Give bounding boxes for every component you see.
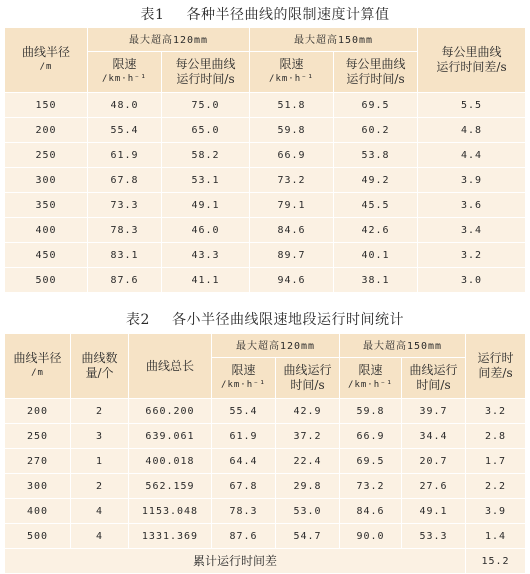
table1-caption-title: 各种半径曲线的限制速度计算值 [186,7,390,23]
table2-cell: 2 [71,399,129,424]
table1-cell: 350 [5,193,88,218]
table1-header-diff [418,28,525,93]
header-label: 运行时间差/s [436,60,507,74]
table1 [5,28,525,293]
header-unit: /km·h⁻¹ [102,74,147,84]
table2-cell: 3.9 [466,499,525,524]
table1-cell: 3.0 [418,268,525,293]
header-label: 限速 [112,57,137,71]
table1-cell: 3.2 [418,243,525,268]
table1-header-radius [5,28,88,93]
header-label: 量/个 [85,366,114,380]
table2-total-label [5,549,466,574]
table1-caption-number: 表1 [140,7,165,23]
table2-caption-number: 表2 [126,312,150,328]
table2-header-count [71,334,129,399]
table2-cell: 1.7 [466,449,525,474]
table1-caption [0,6,530,24]
table2-cell: 64.4 [212,449,276,474]
table1-cell: 55.4 [88,118,162,143]
table1-cell: 69.5 [334,93,418,118]
header-label: 时间/s [416,378,451,392]
table1-cell: 79.1 [250,193,334,218]
header-unit: /km·h⁻¹ [221,380,266,390]
table-row [5,168,525,193]
header-unit: /km·h⁻¹ [269,74,314,84]
table1-cell: 83.1 [88,243,162,268]
table2-header-group-120 [212,334,340,358]
table2-cell: 66.9 [340,424,402,449]
header-label: 曲线总长 [145,358,194,373]
table1-header-speed-150 [250,52,334,93]
header-label: 每公里曲线 [441,45,502,59]
table1-cell: 45.5 [334,193,418,218]
table1-cell: 300 [5,168,88,193]
table2-cell: 2.8 [466,424,525,449]
table2-header-time-150 [402,358,466,399]
table2-header-diff [466,334,525,399]
table2-cell: 37.2 [276,424,340,449]
table2-caption-title: 各小半径曲线限速地段运行时间统计 [171,312,404,328]
header-label: 最大超高150mm [362,340,443,352]
table2-cell: 39.7 [402,399,466,424]
table2-header-length [129,334,212,399]
table1-cell: 3.9 [418,168,525,193]
header-label: 曲线运行 [409,363,458,377]
table2-cell: 3 [71,424,129,449]
header-label: 每公里曲线 [175,57,236,71]
table2-cell: 200 [5,399,71,424]
table2-cell: 49.1 [402,499,466,524]
table2-total-row [5,549,525,574]
table2-cell: 53.3 [402,524,466,549]
header-unit: /km·h⁻¹ [348,380,393,390]
table2-header-group-150 [340,334,466,358]
table-row [5,118,525,143]
table-row [5,424,525,449]
table1-cell: 84.6 [250,218,334,243]
table-row [5,499,525,524]
table1-cell: 42.6 [334,218,418,243]
table1-cell: 53.1 [162,168,250,193]
table-row [5,243,525,268]
table1-header-time-120 [162,52,250,93]
table1-header-group-150 [250,28,418,52]
header-label: 最大超高120mm [128,34,209,46]
table2-cell: 59.8 [340,399,402,424]
table1-cell: 400 [5,218,88,243]
header-label: 限速 [358,363,383,377]
header-label: 曲线半径 [13,351,62,365]
table-row [5,268,525,293]
header-label: 每公里曲线 [345,57,406,71]
table2-cell: 1331.369 [129,524,212,549]
table1-cell: 53.8 [334,143,418,168]
table1-cell: 43.3 [162,243,250,268]
table1-cell: 40.1 [334,243,418,268]
table1-cell: 61.9 [88,143,162,168]
table1-cell: 4.8 [418,118,525,143]
table1-cell: 450 [5,243,88,268]
table2-cell: 55.4 [212,399,276,424]
table1-cell: 66.9 [250,143,334,168]
table1-cell: 3.4 [418,218,525,243]
table2-cell: 2 [71,474,129,499]
table2-cell: 61.9 [212,424,276,449]
header-label: 运行时间/s [346,72,405,86]
header-label: 间差/s [478,366,513,380]
table1-cell: 94.6 [250,268,334,293]
header-label: 最大超高120mm [235,340,316,352]
table1-cell: 49.1 [162,193,250,218]
table1-header-time-150 [334,52,418,93]
table2-cell: 78.3 [212,499,276,524]
header-label: 运行时间/s [176,72,235,86]
table2-cell: 20.7 [402,449,466,474]
table2-cell: 400.018 [129,449,212,474]
table2 [5,334,525,574]
table2-cell: 90.0 [340,524,402,549]
table2-cell: 639.061 [129,424,212,449]
table1-cell: 87.6 [88,268,162,293]
table2-cell: 69.5 [340,449,402,474]
table2-cell: 84.6 [340,499,402,524]
table2-cell: 1.4 [466,524,525,549]
table1-cell: 500 [5,268,88,293]
header-label: 限速 [279,57,304,71]
table2-cell: 4 [71,499,129,524]
table2-cell: 250 [5,424,71,449]
table2-cell: 4 [71,524,129,549]
table1-cell: 75.0 [162,93,250,118]
table2-cell: 1153.048 [129,499,212,524]
table2-header-time-120 [276,358,340,399]
table1-cell: 46.0 [162,218,250,243]
table1-cell: 41.1 [162,268,250,293]
table2-header-speed-150 [340,358,402,399]
table-row [5,93,525,118]
table1-header-group-120 [88,28,250,52]
table1-cell: 65.0 [162,118,250,143]
table1-cell: 38.1 [334,268,418,293]
table1-cell: 49.2 [334,168,418,193]
table2-cell: 562.159 [129,474,212,499]
table2-cell: 270 [5,449,71,474]
table2-cell: 300 [5,474,71,499]
table1-cell: 89.7 [250,243,334,268]
table1-cell: 250 [5,143,88,168]
table1-cell: 48.0 [88,93,162,118]
table2-cell: 53.0 [276,499,340,524]
table2-cell: 660.200 [129,399,212,424]
table2-header-speed-120 [212,358,276,399]
table1-header-row-1 [5,28,525,52]
header-label: 曲线运行 [283,363,332,377]
table1-cell: 200 [5,118,88,143]
table2-header-row-1 [5,334,525,358]
table2-cell: 54.7 [276,524,340,549]
header-unit: /m [31,368,44,378]
table1-cell: 60.2 [334,118,418,143]
table2-cell: 1 [71,449,129,474]
table1-cell: 150 [5,93,88,118]
table1-cell: 67.8 [88,168,162,193]
table1-cell: 5.5 [418,93,525,118]
table2-cell: 73.2 [340,474,402,499]
table1-cell: 3.6 [418,193,525,218]
header-unit: /m [39,62,53,72]
table2-cell: 400 [5,499,71,524]
table2-cell: 500 [5,524,71,549]
header-label: 最大超高150mm [293,34,374,46]
table1-cell: 51.8 [250,93,334,118]
header-label: 时间/s [290,378,325,392]
table2-cell: 2.2 [466,474,525,499]
header-label: 运行时 [477,351,514,365]
table1-cell: 58.2 [162,143,250,168]
header-label: 曲线数 [81,351,118,365]
table2-total-value: 15.2 [466,549,525,574]
table-row [5,143,525,168]
total-label: 累计运行时间差 [193,553,278,568]
table2-cell: 67.8 [212,474,276,499]
table1-cell: 73.2 [250,168,334,193]
table2-cell: 29.8 [276,474,340,499]
table1-header-speed-120 [88,52,162,93]
table-row [5,193,525,218]
table-row [5,449,525,474]
header-label: 限速 [231,363,256,377]
table-row [5,474,525,499]
table-row [5,524,525,549]
table1-cell: 4.4 [418,143,525,168]
table2-cell: 34.4 [402,424,466,449]
header-label: 曲线半径 [21,45,70,59]
table-row [5,218,525,243]
table2-cell: 87.6 [212,524,276,549]
table2-cell: 3.2 [466,399,525,424]
table-row [5,399,525,424]
table1-cell: 73.3 [88,193,162,218]
table1-cell: 78.3 [88,218,162,243]
table2-header-radius [5,334,71,399]
table2-caption [0,311,530,329]
table2-cell: 27.6 [402,474,466,499]
table2-cell: 22.4 [276,449,340,474]
table2-cell: 42.9 [276,399,340,424]
table1-cell: 59.8 [250,118,334,143]
